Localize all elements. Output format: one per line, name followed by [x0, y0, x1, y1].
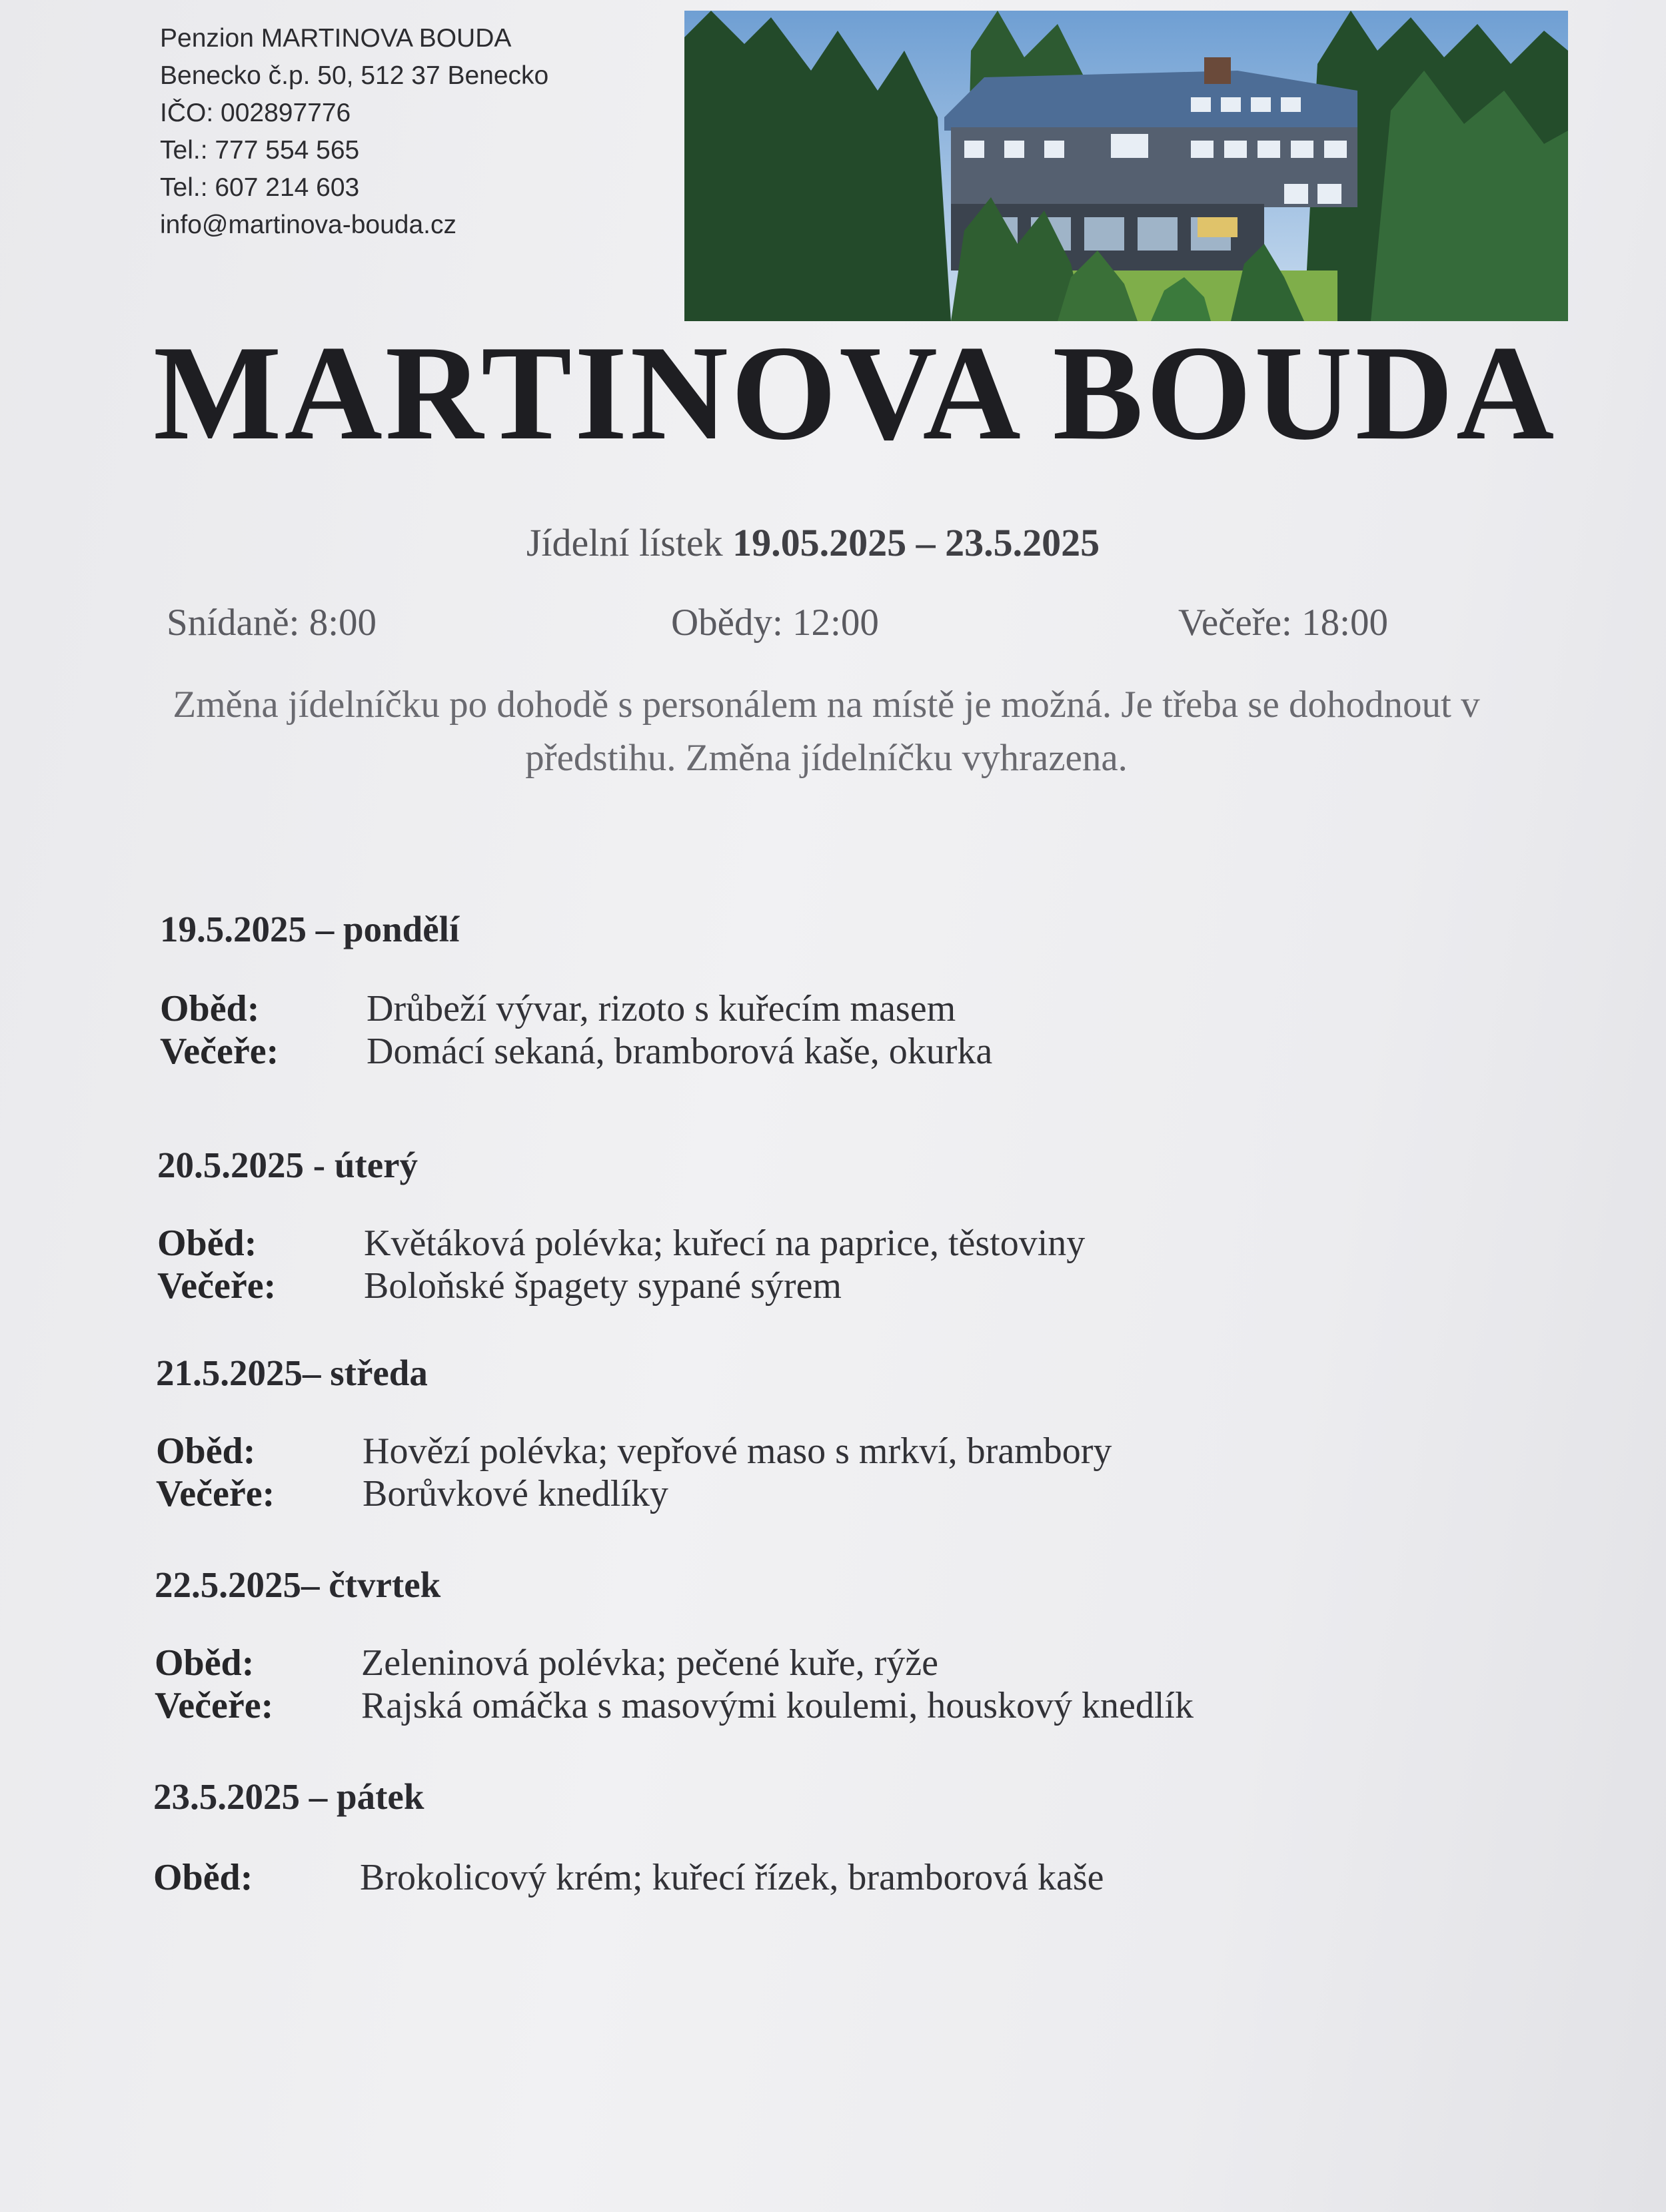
day-section	[157, 1143, 1423, 1307]
meal-text: Brokolicový krém; kuřecí řízek, bramborová kaše	[360, 1857, 1104, 1898]
meal-text: Domácí sekaná, bramborová kaše, okurka	[367, 1031, 993, 1072]
meal-row-dinner	[156, 1472, 1422, 1515]
meal-text: Drůbeží vývar, rizoto s kuřecím masem	[367, 988, 956, 1029]
meal-row-lunch	[157, 1222, 1423, 1265]
lunch-time: Obědy: 12:00	[671, 602, 879, 644]
meal-label: Večeře:	[160, 1031, 279, 1072]
day-heading: 21.5.2025– středa	[156, 1353, 428, 1393]
meal-label: Oběd:	[160, 988, 260, 1029]
meal-label: Oběd:	[156, 1430, 256, 1472]
day-heading: 20.5.2025 - úterý	[157, 1145, 418, 1185]
contact-name: Penzion MARTINOVA BOUDA	[160, 24, 512, 53]
meal-label: Oběd:	[153, 1857, 253, 1898]
breakfast-time: Snídaně: 8:00	[167, 602, 377, 644]
menu-label: Jídelní lístek	[526, 521, 723, 564]
meal-label: Oběd:	[155, 1642, 255, 1684]
meal-text: Borůvkové knedlíky	[363, 1473, 668, 1514]
contact-address: Benecko č.p. 50, 512 37 Benecko	[160, 61, 549, 90]
menu-date-range	[0, 520, 1626, 566]
day-heading: 23.5.2025 – pátek	[153, 1776, 424, 1817]
meal-label: Večeře:	[155, 1685, 274, 1726]
meal-times	[167, 600, 1433, 653]
meal-row-lunch	[153, 1856, 1419, 1899]
day-section	[155, 1563, 1421, 1727]
meal-text: Rajská omáčka s masovými koulemi, houskový knedlík	[361, 1685, 1194, 1726]
dinner-time: Večeře: 18:00	[1178, 602, 1388, 644]
meal-text: Hovězí polévka; vepřové maso s mrkví, brambory	[363, 1430, 1112, 1472]
meal-row-lunch	[160, 987, 1426, 1030]
day-section	[156, 1351, 1422, 1515]
meal-text: Zeleninová polévka; pečené kuře, rýže	[361, 1642, 939, 1684]
meal-row-dinner	[157, 1265, 1423, 1307]
contact-phone-1: Tel.: 777 554 565	[160, 136, 360, 165]
contact-ico: IČO: 002897776	[160, 99, 351, 127]
meal-row-dinner	[160, 1030, 1426, 1073]
chalet-photo	[684, 11, 1568, 321]
meal-row-dinner	[155, 1684, 1421, 1727]
day-heading: 22.5.2025– čtvrtek	[155, 1564, 441, 1605]
page-title: MARTINOVA BOUDA	[153, 318, 1557, 468]
day-section	[153, 1775, 1419, 1899]
meal-label: Večeře:	[156, 1473, 275, 1514]
day-heading: 19.5.2025 – pondělí	[160, 909, 460, 949]
contact-email: info@martinova-bouda.cz	[160, 211, 456, 239]
menu-change-note: Změna jídelníčku po dohodě s personálem na místě je možná. Je třeba se dohodnout v předstihu. Změna jídelníčku vyhrazena.	[173, 684, 1480, 779]
day-section	[160, 907, 1426, 1073]
meal-label: Oběd:	[157, 1223, 257, 1264]
meal-row-lunch	[156, 1430, 1422, 1472]
contact-phone-2: Tel.: 607 214 603	[160, 173, 360, 202]
meal-label: Večeře:	[157, 1265, 277, 1307]
meal-row-lunch	[155, 1642, 1421, 1684]
meal-text: Květáková polévka; kuřecí na paprice, těstoviny	[364, 1223, 1086, 1264]
meal-text: Boloňské špagety sypané sýrem	[364, 1265, 842, 1307]
menu-range: 19.05.2025 – 23.5.2025	[732, 521, 1100, 564]
contact-block	[160, 20, 680, 244]
